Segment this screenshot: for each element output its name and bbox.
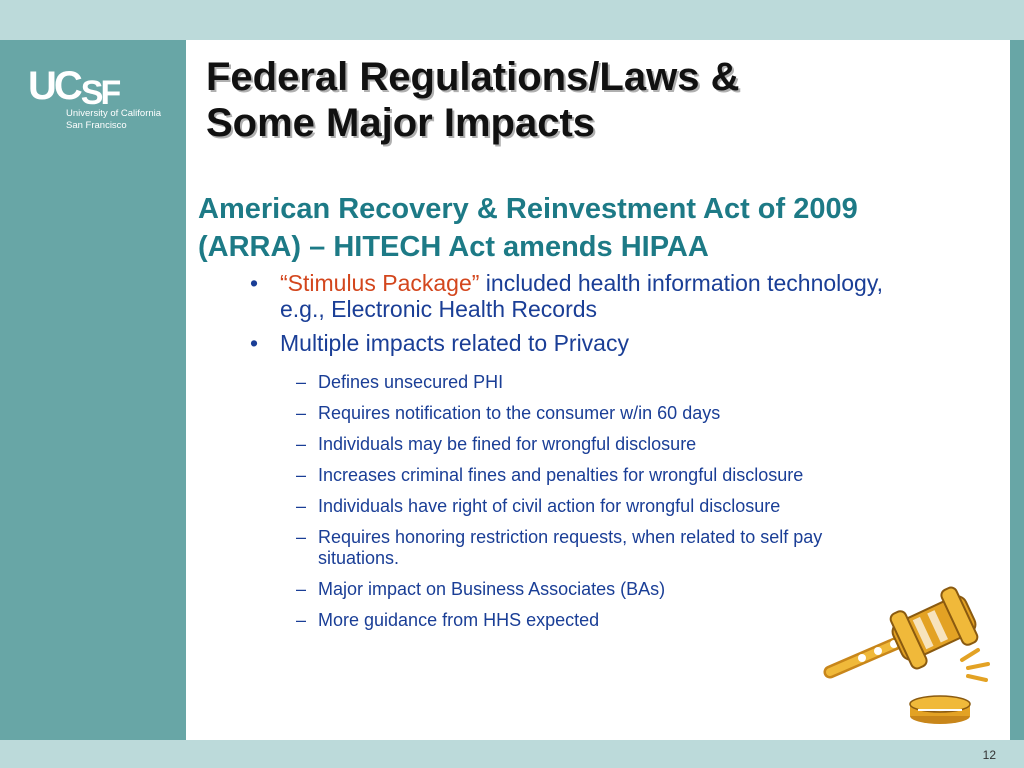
subtitle-line-2: (ARRA) – HITECH Act amends HIPAA — [198, 231, 709, 263]
sub-bullet-marker: – — [296, 465, 307, 485]
slide-subtitle — [198, 190, 998, 266]
bullet-marker: • — [250, 270, 259, 296]
logo-wordmark — [28, 66, 161, 110]
sub-bullet-item — [296, 527, 896, 569]
bottom-band — [0, 740, 1024, 768]
sub-bullet-item — [296, 610, 896, 631]
logo-line-2: San Francisco — [66, 120, 127, 131]
sub-bullet-text: Requires honoring restriction requests, when related to self pay situations. — [318, 527, 823, 568]
logo-line-1: University of California — [66, 108, 162, 119]
sub-bullet-marker: – — [296, 496, 307, 516]
sub-bullet-marker: – — [296, 434, 307, 454]
subtitle-line-1: American Recovery & Reinvestment Act of 2009 — [198, 193, 858, 225]
sub-bullet-marker: – — [296, 403, 307, 423]
bullet-item — [250, 270, 900, 322]
top-band — [0, 0, 1024, 40]
bullet-highlight: “Stimulus Package” — [280, 270, 480, 296]
sub-bullet-marker: – — [296, 579, 307, 599]
logo-uc: UC — [28, 64, 80, 108]
bullet-list — [250, 270, 900, 364]
sub-bullet-text: Individuals may be fined for wrongful disclosure — [318, 434, 697, 454]
ucsf-logo — [28, 66, 161, 132]
sub-bullet-item — [296, 403, 896, 424]
sub-bullet-marker: – — [296, 527, 307, 547]
sub-bullet-text: Defines unsecured PHI — [318, 372, 504, 392]
page-number: 12 — [982, 748, 996, 762]
sub-bullet-item — [296, 434, 896, 455]
bullet-item — [250, 330, 900, 356]
sub-bullet-list — [296, 372, 896, 641]
sub-bullet-item — [296, 496, 896, 517]
logo-sf: SF — [80, 74, 119, 112]
left-panel — [0, 40, 186, 740]
right-strip — [1010, 40, 1024, 740]
slide-title — [206, 54, 1006, 146]
sub-bullet-text: Individuals have right of civil action for wrongful disclosure — [318, 496, 781, 516]
sub-bullet-item — [296, 372, 896, 393]
sub-bullet-item — [296, 579, 896, 600]
sub-bullet-text: Increases criminal fines and penalties for wrongful disclosure — [318, 465, 804, 485]
sub-bullet-text: Requires notification to the consumer w/in 60 days — [318, 403, 721, 423]
bullet-marker: • — [250, 330, 259, 356]
sub-bullet-text: Major impact on Business Associates (BAs) — [318, 579, 666, 599]
title-line-1: Federal Regulations/Laws & — [206, 55, 740, 99]
gavel-icon — [822, 580, 1002, 728]
sub-bullet-item — [296, 465, 896, 486]
bullet-text: included health information technology, e.g., Electronic Health Records — [280, 270, 884, 322]
title-line-2: Some Major Impacts — [206, 101, 596, 145]
sub-bullet-marker: – — [296, 610, 307, 630]
sub-bullet-marker: – — [296, 372, 307, 392]
bullet-text: Multiple impacts related to Privacy — [280, 330, 629, 356]
sub-bullet-text: More guidance from HHS expected — [318, 610, 600, 630]
